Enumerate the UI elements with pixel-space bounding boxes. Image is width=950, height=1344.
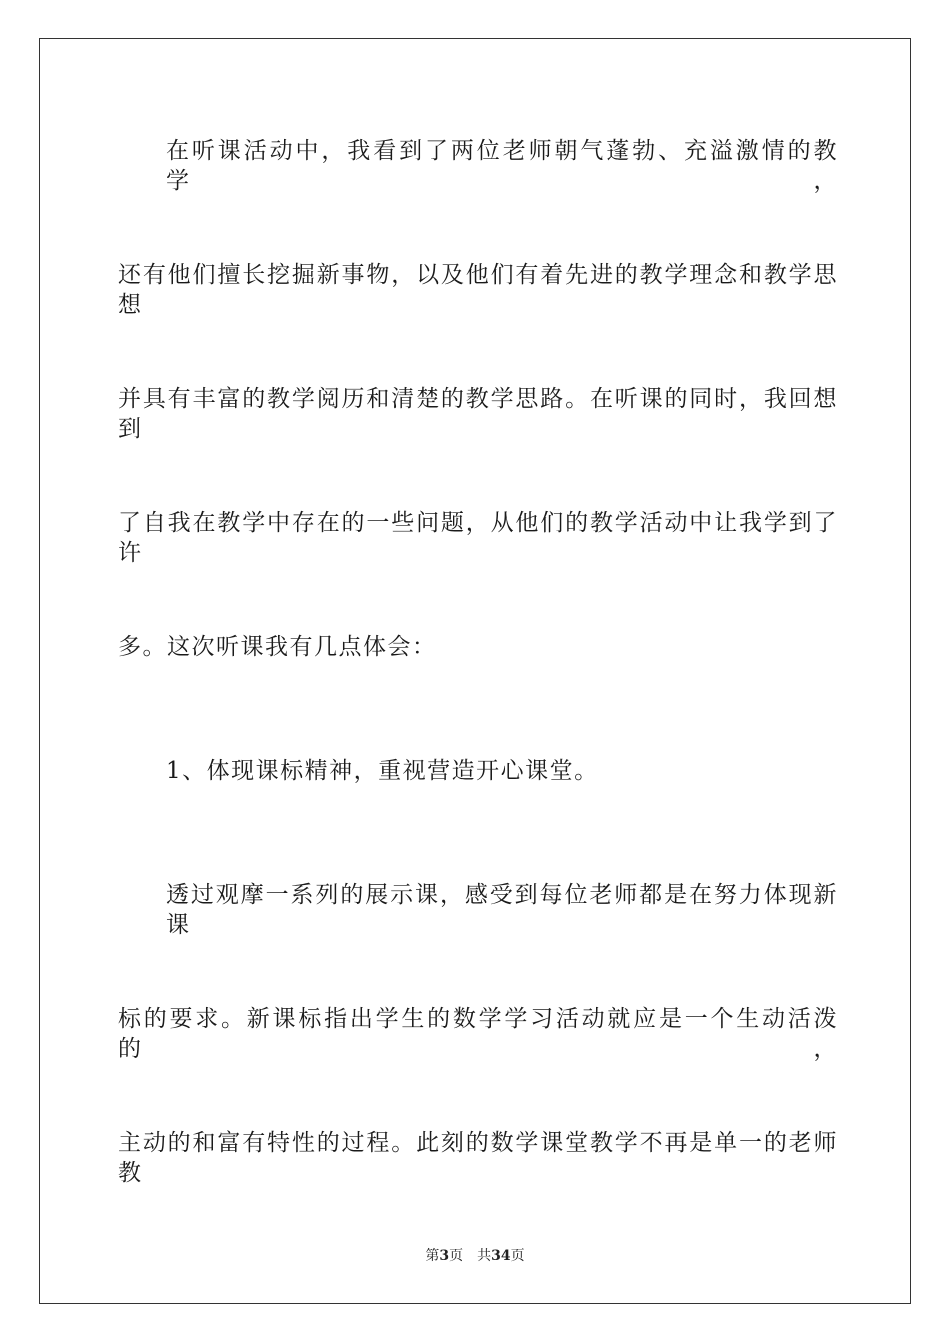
paragraph-line-5: 多。这次听课我有几点体会：: [118, 634, 437, 660]
paragraph-line-9: 主动的和富有特性的过程。此刻的数学课堂教学不再是单一的老师教: [118, 1130, 838, 1186]
paragraph-line-4: 了自我在教学中存在的一些问题，从他们的教学活动中让我学到了许: [118, 510, 838, 566]
paragraph-line-8: 标的要求。新课标指出学生的数学学习活动就应是一个生动活泼的，: [118, 1006, 838, 1062]
total-prefix: 共: [477, 1248, 492, 1264]
paragraph-line-2: 还有他们擅长挖掘新事物，以及他们有着先进的教学理念和教学思想: [118, 262, 838, 318]
page-suffix: 页: [449, 1248, 464, 1264]
total-suffix: 页: [510, 1248, 525, 1264]
paragraph-line-7: 透过观摩一系列的展示课，感受到每位老师都是在努力体现新课: [166, 882, 838, 938]
page-footer: [0, 1246, 950, 1266]
paragraph-line-1: 在听课活动中，我看到了两位老师朝气蓬勃、充溢激情的教学，: [166, 138, 838, 194]
section-heading: 1、体现课标精神，重视营造开心课堂。: [166, 758, 599, 784]
total-pages: 34: [491, 1248, 511, 1264]
paragraph-line-3: 并具有丰富的教学阅历和清楚的教学思路。在听课的同时，我回想到: [118, 386, 838, 442]
page-number: 3: [439, 1248, 450, 1264]
page-border: [39, 38, 911, 1304]
page-prefix: 第: [425, 1248, 440, 1264]
